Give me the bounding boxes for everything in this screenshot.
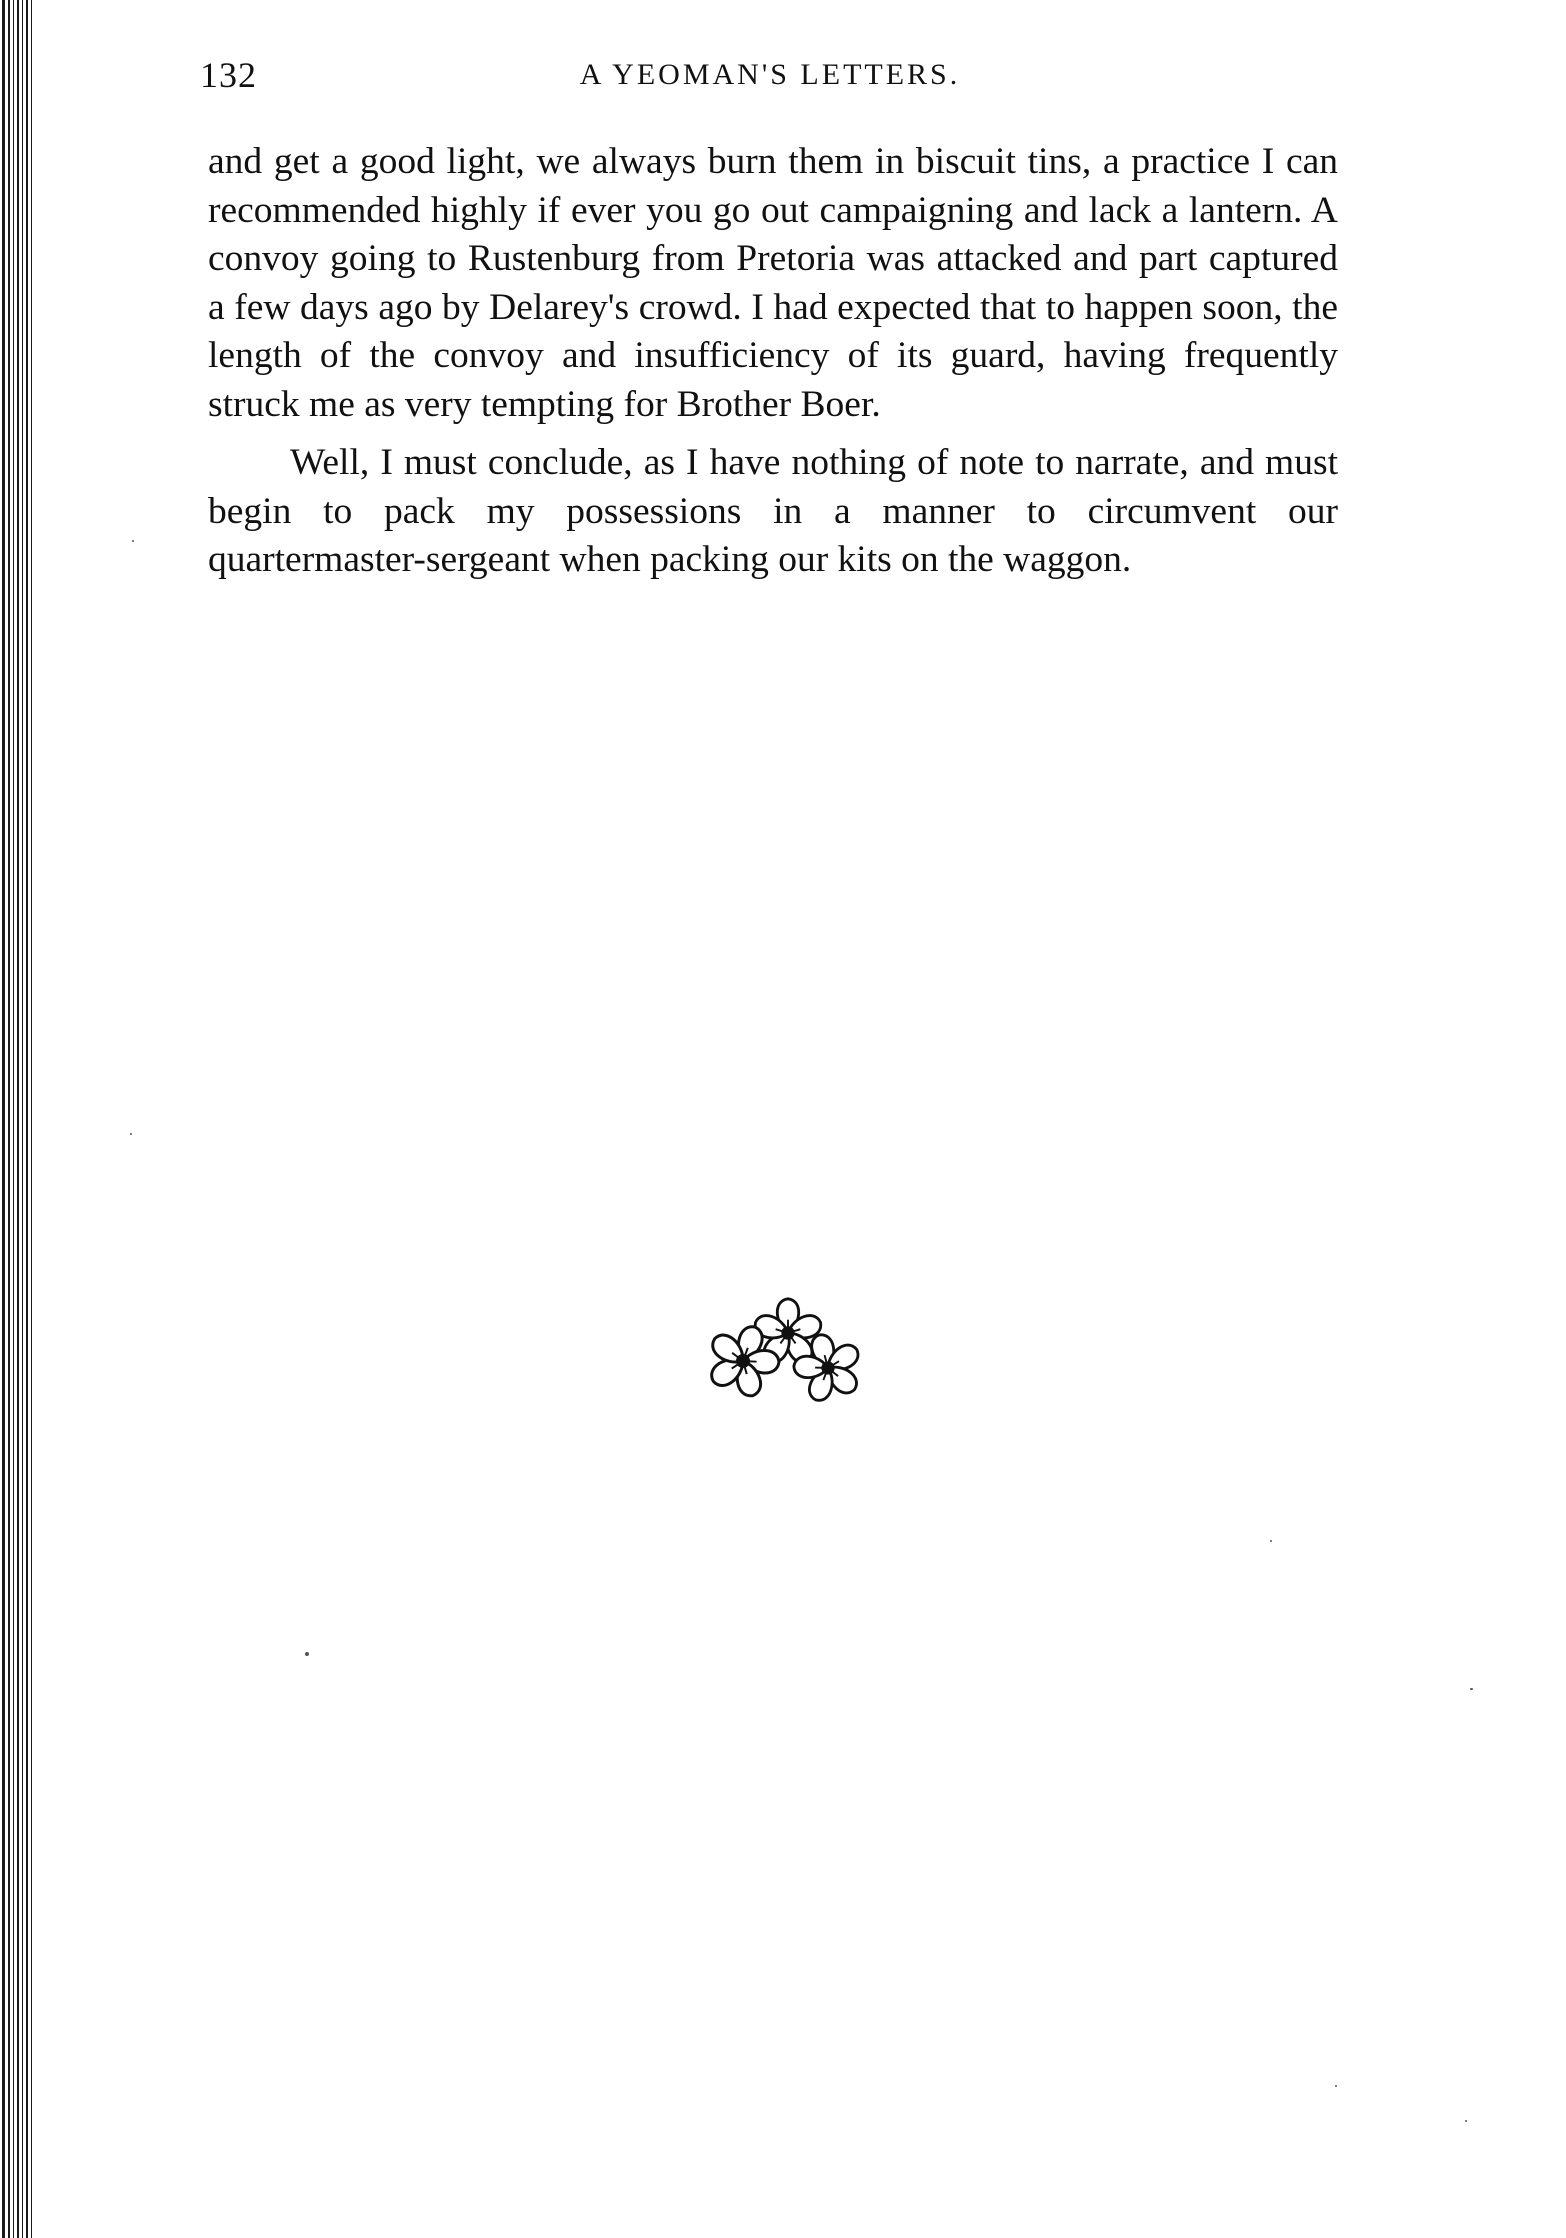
binding-edge bbox=[0, 0, 40, 2238]
scan-speck bbox=[1335, 2085, 1337, 2087]
paragraph: and get a good light, we always burn them in biscuit tins, a practice I can recommended highly if ever you go out campaigning and lack a lantern. A convoy going to Rustenburg from Pretoria was attacked and part captured a few days ago by Delarey's crowd. I had expected that to happen soon, the length of the convoy and insufficiency of its guard, having frequently struck me as very tempting for Brother Boer. bbox=[208, 141, 1338, 425]
scan-speck bbox=[132, 540, 134, 542]
paragraph: Well, I must conclude, as I have nothing of note to narrate, and must begin to pack my possessions in a manner to circumvent our quartermaster-sergeant when packing our kits on the waggon. bbox=[208, 442, 1338, 580]
scan-speck bbox=[1465, 2120, 1467, 2122]
scan-speck bbox=[1270, 1540, 1272, 1542]
scan-speck bbox=[1470, 1688, 1473, 1690]
page-header bbox=[200, 54, 1340, 104]
scan-speck bbox=[130, 1133, 132, 1135]
page-number: 132 bbox=[200, 55, 257, 95]
running-title: A YEOMAN'S LETTERS. bbox=[579, 58, 961, 91]
three-flowers-ornament-icon bbox=[688, 1283, 888, 1413]
body-text bbox=[208, 138, 1338, 585]
scan-speck bbox=[305, 1652, 309, 1656]
